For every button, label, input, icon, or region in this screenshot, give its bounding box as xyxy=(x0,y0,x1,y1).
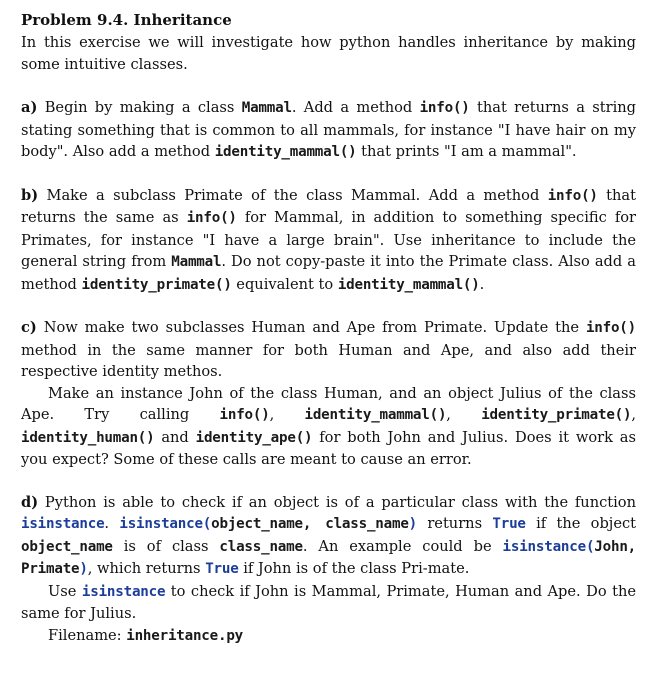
part-d-text: if John is of the class Pri-mate. xyxy=(238,560,470,577)
code-class-name: class_name xyxy=(219,538,303,555)
code-identity-primate: identity_primate() xyxy=(481,407,632,423)
part-b-text: . Do not copy-paste it into the Primate class. Also add a method xyxy=(21,253,636,293)
problem-title: Problem 9.4. Inheritance xyxy=(21,11,232,29)
keyword-isinstance: isinstance xyxy=(21,516,105,532)
code-identity-mammal: identity_mammal() xyxy=(337,276,480,293)
keyword-close-paren: ) xyxy=(79,561,88,577)
keyword-true: True xyxy=(205,561,239,577)
part-c-paragraph-2 xyxy=(21,383,636,471)
keyword-isinstance-open: isinstance( xyxy=(502,538,595,555)
part-d xyxy=(21,492,636,581)
part-d-paragraph-2 xyxy=(21,581,636,625)
part-c xyxy=(21,317,636,383)
part-d-text: , which returns xyxy=(87,560,206,577)
keyword-isinstance: isinstance xyxy=(81,583,166,600)
part-c-text: method in the same manner for both Human and Ape, and also add their respective identity methos. xyxy=(21,341,636,380)
part-a-label: a) xyxy=(21,99,38,116)
filename-line xyxy=(21,625,636,648)
code-object-name: object_name xyxy=(21,538,113,555)
code-info: info() xyxy=(219,407,270,423)
part-d-text: Use xyxy=(48,582,82,600)
filename-label: Filename: xyxy=(48,626,127,644)
part-c-text: and xyxy=(154,428,196,446)
part-c-text: for both John and Julius. Does it work as you expect? Some of these calls are meant to cause an error. xyxy=(21,428,636,468)
code-info: info() xyxy=(585,320,636,336)
part-d-label: d) xyxy=(21,493,39,511)
part-c-label: c) xyxy=(21,319,37,336)
code-args: object_name, class_name xyxy=(211,516,409,532)
problem-intro: In this exercise we will investigate how python handles inheritance by making some intuitive classes. xyxy=(21,34,636,73)
separator: , xyxy=(446,406,482,423)
part-d-text: if the object xyxy=(525,515,636,532)
code-info: info() xyxy=(547,187,598,204)
part-d-text: . xyxy=(104,515,120,532)
code-identity-human: identity_human() xyxy=(21,429,155,446)
code-info: info() xyxy=(186,210,237,226)
code-identity-ape: identity_ape() xyxy=(195,429,313,446)
keyword-true: True xyxy=(492,516,526,532)
keyword-isinstance-open: isinstance( xyxy=(119,516,212,532)
problem-page xyxy=(21,8,636,647)
part-d-text: to check if John is Mammal, Primate, Human and Ape. Do the same for Julius. xyxy=(21,582,636,622)
part-c-text: Make an instance John of the class Human, and an object Julius of the class Ape. Try calling xyxy=(21,384,636,423)
code-identity-primate: identity_primate() xyxy=(81,276,232,293)
code-mammal: Mammal xyxy=(241,100,292,116)
part-a-text: that returns a string stating something that is common to all mammals, for instance "I have hair on my body". Also add a method xyxy=(21,99,636,160)
part-d-text: returns xyxy=(417,515,493,532)
part-b-text: for Mammal, in addition to something specific for Primates, for instance "I have a large brain". Use inheritance to include the general string from xyxy=(21,209,636,270)
part-d-text: . An example could be xyxy=(302,537,503,555)
part-b xyxy=(21,185,636,297)
part-b-text: that returns the same as xyxy=(21,186,636,226)
part-b-label: b) xyxy=(21,186,39,204)
keyword-close-paren: ) xyxy=(408,516,418,532)
code-identity-mammal: identity_mammal() xyxy=(304,407,447,423)
part-c-text: Now make two subclasses Human and Ape from Primate. Update the xyxy=(36,319,586,336)
separator: , xyxy=(631,406,636,423)
separator: , xyxy=(269,406,305,423)
part-a-text: that prints "I am a mammal". xyxy=(356,143,577,160)
part-b-text: Make a subclass Primate of the class Mammal. Add a method xyxy=(38,186,548,204)
code-example-args: John, Primate xyxy=(21,538,637,577)
part-a xyxy=(21,97,636,164)
part-d-text: is of class xyxy=(112,537,220,555)
part-b-text: . xyxy=(479,275,485,293)
part-b-text: equivalent to xyxy=(231,275,338,293)
code-mammal: Mammal xyxy=(171,254,222,270)
part-d-text: Python is able to check if an object is of a particular class with the function xyxy=(38,493,636,511)
part-a-text: Begin by making a class xyxy=(37,99,242,116)
part-a-text: . Add a method xyxy=(291,99,420,116)
code-identity-mammal: identity_mammal() xyxy=(214,144,357,160)
filename-value: inheritance.py xyxy=(126,627,244,644)
code-info: info() xyxy=(419,100,470,116)
